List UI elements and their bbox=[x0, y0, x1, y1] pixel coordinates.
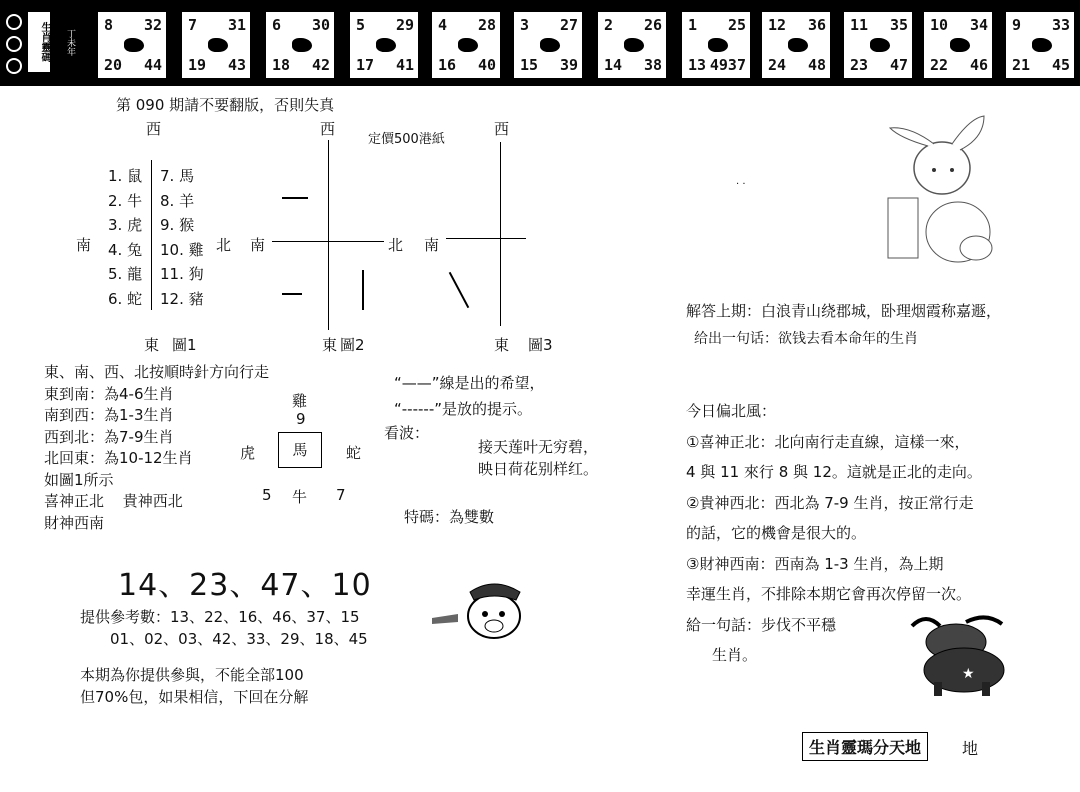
zodiac-card bbox=[264, 10, 336, 80]
zodiac-list-left bbox=[108, 164, 142, 311]
zodiac-silhouette-icon bbox=[870, 38, 890, 52]
binder-holes bbox=[6, 14, 24, 80]
svg-text:★: ★ bbox=[962, 666, 975, 682]
zodiac-silhouette-icon bbox=[124, 38, 144, 52]
footer-tail: 地 bbox=[962, 739, 979, 758]
issue-notice: 第 090 期請不要翻版，否則失真 bbox=[116, 96, 335, 114]
zodiac-silhouette-icon bbox=[624, 38, 644, 52]
fig1-south: 南 bbox=[76, 236, 92, 254]
god-noble: 貴神西北 bbox=[122, 492, 183, 510]
zodiac-card bbox=[96, 10, 168, 80]
fig2-caption: 圖2 bbox=[340, 336, 365, 354]
zodiac-silhouette-icon bbox=[540, 38, 560, 52]
price-label: 定價500港紙 bbox=[368, 132, 445, 147]
fig2-south: 南 bbox=[250, 236, 266, 254]
year-label: 丁未年 bbox=[65, 28, 75, 56]
zodiac-card bbox=[1004, 10, 1076, 80]
fig3-west: 西 bbox=[494, 120, 510, 138]
fig1-west: 西 bbox=[146, 120, 162, 138]
card-number: 15 bbox=[520, 56, 539, 74]
card-number: 31 bbox=[227, 16, 246, 34]
layout-right: 蛇 bbox=[346, 444, 362, 462]
god-wealth: 財神西南 bbox=[44, 513, 105, 532]
special-code: 特碼：為雙數 bbox=[404, 508, 495, 526]
footer-stamp: 生肖靈瑪分天地 bbox=[802, 732, 928, 761]
look-line1: 接天莲叶无穷碧， bbox=[478, 438, 599, 456]
zodiac-item: 2. 牛 bbox=[108, 191, 143, 210]
fig3-vertical bbox=[500, 142, 501, 326]
layout-bottom-mid: 牛 bbox=[292, 488, 308, 506]
fig1-caption: 圖1 bbox=[172, 336, 197, 354]
card-number: 32 bbox=[143, 16, 162, 34]
zodiac-silhouette-icon bbox=[458, 38, 478, 52]
zodiac-silhouette-icon bbox=[292, 38, 312, 52]
zodiac-item: 1. 鼠 bbox=[108, 167, 143, 185]
zodiac-card bbox=[760, 10, 832, 80]
god-joy: 喜神正北 bbox=[44, 492, 105, 510]
ref-values-1: 13、22、16、46、37、15 bbox=[170, 608, 360, 626]
card-number: 22 bbox=[930, 56, 949, 74]
rule-line: 西到北：為7-9生肖 bbox=[44, 427, 174, 446]
fig1-north: 北 bbox=[216, 236, 232, 254]
rule-line: 南到西：為1-3生肖 bbox=[44, 406, 174, 424]
card-number: 4 bbox=[438, 16, 448, 34]
zodiac-silhouette-icon bbox=[208, 38, 228, 52]
rule-line: 東到南：為4-6生肖 bbox=[44, 384, 174, 403]
fig2-mark bbox=[362, 270, 364, 310]
card-number: 42 bbox=[311, 56, 330, 74]
zodiac-card bbox=[348, 10, 420, 80]
card-number: 8 bbox=[104, 16, 114, 34]
today-tail: 生肖。 bbox=[712, 646, 758, 664]
fig1-east: 東 bbox=[144, 336, 160, 354]
zodiac-silhouette-icon bbox=[1032, 38, 1052, 52]
card-number: 34 bbox=[969, 16, 988, 34]
zodiac-card bbox=[512, 10, 584, 80]
zodiac-item: 9. 猴 bbox=[160, 216, 195, 234]
fig2-mark bbox=[282, 197, 308, 199]
card-number: 5 bbox=[356, 16, 366, 34]
legend-solid: “——”線是出的希望， bbox=[394, 374, 545, 392]
today-title: 今日偏北風： bbox=[686, 402, 777, 420]
rule-line: 北回東：為10-12生肖 bbox=[44, 449, 193, 467]
zodiac-card bbox=[922, 10, 994, 80]
today-p3a: ③財神西南：西南為 1-3 生肖，為上期 bbox=[686, 554, 944, 573]
fig1-divider bbox=[151, 160, 152, 310]
rules-fig-ref: 如圖1所示 bbox=[44, 470, 114, 489]
card-number: 3 bbox=[520, 16, 530, 34]
card-number: 47 bbox=[889, 56, 908, 74]
fig3-mark bbox=[449, 272, 470, 308]
zodiac-item: 4. 兔 bbox=[108, 240, 143, 259]
main-numbers: 14、23、47、10 bbox=[118, 568, 372, 603]
card-number: 44 bbox=[143, 56, 162, 74]
last-answer-2: 给出一句话：欲钱去看本命年的生肖 bbox=[694, 331, 918, 347]
disclaimer-2: 但70%包，如果相信，下回在分解 bbox=[80, 688, 309, 706]
layout-bottom-right: 7 bbox=[336, 486, 346, 504]
card-number: 6 bbox=[272, 16, 282, 34]
zodiac-list-right bbox=[160, 164, 204, 311]
card-number: 43 bbox=[227, 56, 246, 74]
last-answer-1: 解答上期：白浪青山绕郡城，卧理烟霞称嘉遯， bbox=[686, 302, 1002, 320]
zodiac-item: 3. 虎 bbox=[108, 216, 143, 234]
fig2-west: 西 bbox=[320, 120, 336, 138]
card-number: 45 bbox=[1051, 56, 1070, 74]
card-number: 14 bbox=[604, 56, 623, 74]
card-number: 27 bbox=[559, 16, 578, 34]
fig2-mark bbox=[282, 293, 302, 295]
card-number: 21 bbox=[1012, 56, 1031, 74]
brand-title: 生肖靈碼 bbox=[28, 12, 50, 72]
fig2-north: 北 bbox=[388, 236, 404, 254]
disclaimer-1: 本期為你提供參與，不能全部100 bbox=[80, 666, 304, 684]
card-number: 9 bbox=[1012, 16, 1022, 34]
fig3-horizontal bbox=[446, 238, 526, 239]
card-number: 11 bbox=[850, 16, 869, 34]
card-number: 38 bbox=[643, 56, 662, 74]
fig3-east: 東 bbox=[494, 336, 510, 354]
zodiac-card bbox=[180, 10, 252, 80]
zodiac-silhouette-icon bbox=[376, 38, 396, 52]
today-p1b: 4 與 11 來行 8 與 12。這就是正北的走向。 bbox=[686, 463, 982, 481]
zodiac-item: 5. 龍 bbox=[108, 265, 143, 283]
zodiac-card bbox=[680, 10, 752, 80]
card-number: 25 bbox=[727, 16, 746, 34]
ref-numbers-row1 bbox=[80, 606, 360, 627]
bull-illustration bbox=[906, 612, 1010, 698]
today-p1a: ①喜神正北：北向南行走直線，這樣一來， bbox=[686, 432, 970, 451]
card-number: 41 bbox=[395, 56, 414, 74]
zodiac-card bbox=[596, 10, 668, 80]
card-number: 20 bbox=[104, 56, 123, 74]
zodiac-item: 11. 狗 bbox=[160, 265, 204, 283]
card-number: 4937 bbox=[709, 56, 746, 74]
layout-center-box: 馬 bbox=[278, 432, 322, 468]
layout-top-num: 9 bbox=[296, 410, 306, 428]
fig2-horizontal bbox=[272, 241, 384, 242]
card-number: 36 bbox=[807, 16, 826, 34]
card-number: 26 bbox=[643, 16, 662, 34]
card-number: 19 bbox=[188, 56, 207, 74]
card-number: 48 bbox=[807, 56, 826, 74]
zodiac-item: 10. 雞 bbox=[160, 240, 204, 259]
legend-dashed: “------”是放的提示。 bbox=[394, 400, 533, 418]
zodiac-card bbox=[430, 10, 502, 80]
today-saying: 給一句話：步伐不平穩 bbox=[686, 615, 837, 634]
hole-icon bbox=[6, 14, 22, 30]
card-number: 35 bbox=[889, 16, 908, 34]
card-number: 46 bbox=[969, 56, 988, 74]
zodiac-card bbox=[842, 10, 914, 80]
look-line2: 映日荷花别样红。 bbox=[478, 460, 599, 478]
card-number: 7 bbox=[188, 16, 198, 34]
zodiac-silhouette-icon bbox=[788, 38, 808, 52]
fig2-east: 東 bbox=[322, 336, 338, 354]
card-number: 12 bbox=[768, 16, 787, 34]
card-number: 16 bbox=[438, 56, 457, 74]
layout-left: 虎 bbox=[240, 444, 256, 462]
card-number: 39 bbox=[559, 56, 578, 74]
today-p2a: ②貴神西北：西北為 7-9 生肖，按正常行走 bbox=[686, 493, 974, 512]
zodiac-item: 8. 羊 bbox=[160, 191, 195, 210]
hole-icon bbox=[6, 36, 22, 52]
ref-label: 提供參考數： bbox=[80, 608, 171, 626]
layout-top-label: 雞 bbox=[292, 392, 308, 410]
card-number: 1 bbox=[688, 16, 698, 34]
zodiac-item: 12. 豬 bbox=[160, 289, 204, 308]
layout-bottom-left: 5 bbox=[262, 486, 272, 504]
today-p2b: 的話，它的機會是很大的。 bbox=[686, 524, 867, 542]
card-number: 24 bbox=[768, 56, 787, 74]
card-number: 2 bbox=[604, 16, 614, 34]
zodiac-item: 6. 蛇 bbox=[108, 289, 143, 308]
card-number: 30 bbox=[311, 16, 330, 34]
hole-icon bbox=[6, 58, 22, 74]
rules-intro: 東、南、西、北按順時針方向行走 bbox=[44, 363, 270, 381]
today-p3b: 幸運生肖，不排除本期它會再次停留一次。 bbox=[686, 585, 972, 603]
card-number: 33 bbox=[1051, 16, 1070, 34]
card-number: 28 bbox=[477, 16, 496, 34]
fig2-vertical bbox=[328, 140, 329, 330]
rules-block bbox=[44, 362, 269, 534]
card-number: 40 bbox=[477, 56, 496, 74]
card-number: 10 bbox=[930, 16, 949, 34]
pig-policeman-illustration bbox=[428, 572, 532, 642]
zodiac-silhouette-icon bbox=[950, 38, 970, 52]
card-number: 17 bbox=[356, 56, 375, 74]
card-number: 13 bbox=[688, 56, 707, 74]
look-label: 看波： bbox=[384, 424, 430, 442]
zodiac-item: 7. 馬 bbox=[160, 167, 195, 185]
card-number: 23 bbox=[850, 56, 869, 74]
fig3-caption: 圖3 bbox=[528, 336, 553, 354]
fig3-south: 南 bbox=[424, 236, 440, 254]
zodiac-silhouette-icon bbox=[708, 38, 728, 52]
ref-values-2: 01、02、03、42、33、29、18、45 bbox=[110, 630, 368, 648]
rabbit-illustration bbox=[880, 108, 1000, 274]
card-number: 29 bbox=[395, 16, 414, 34]
card-number: 18 bbox=[272, 56, 291, 74]
